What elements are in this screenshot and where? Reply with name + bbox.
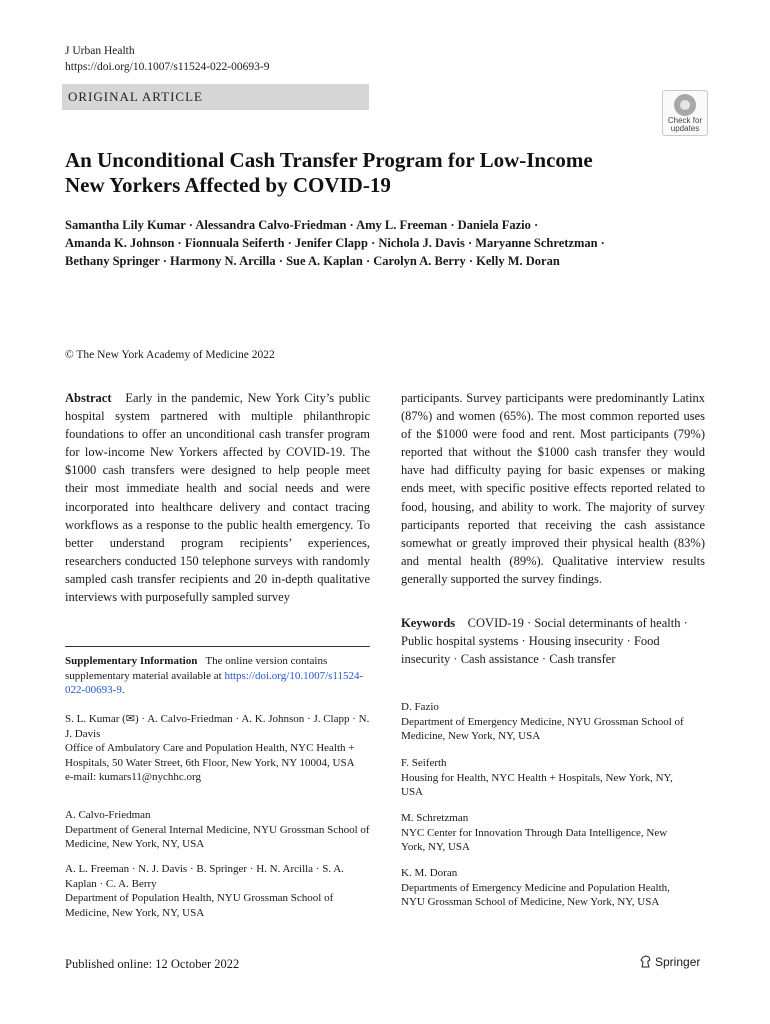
affiliation-address: Office of Ambulatory Care and Population Health, NYC Health + Hospitals, 50 Water Street, 6th Floor, New York, NY 10004, USA <box>65 742 355 769</box>
check-updates-line1: Check for <box>667 116 703 125</box>
affiliation-names: D. Fazio <box>401 701 439 713</box>
affiliation-names: A. L. Freeman · N. J. Davis · B. Springer · H. N. Arcilla · S. A. Kaplan · C. A. Berry <box>65 863 344 890</box>
check-updates-line2: updates <box>670 124 700 133</box>
affiliation-names: F. Seiferth <box>401 757 447 769</box>
affiliation-block <box>65 808 370 852</box>
affiliation-names: A. Calvo-Friedman <box>65 809 151 821</box>
footnote-divider <box>65 646 370 647</box>
supplementary-link[interactable]: https://doi.org/10.1007/s11524-022-00693-9 <box>65 669 364 696</box>
check-for-updates-badge[interactable] <box>662 90 708 136</box>
check-updates-icon <box>674 94 696 116</box>
affiliation-block <box>401 700 691 744</box>
affiliation-address: Housing for Health, NYC Health + Hospitals, New York, NY, USA <box>401 771 673 798</box>
abstract-label: Abstract <box>65 391 112 405</box>
title-line-1: An Unconditional Cash Transfer Program for Low-Income <box>65 148 593 172</box>
publisher-logo <box>640 955 700 969</box>
affiliation-address: Departments of Emergency Medicine and Population Health, NYU Grossman School of Medicine, New York, NY, USA <box>401 881 670 908</box>
published-date: Published online: 12 October 2022 <box>65 957 240 971</box>
abstract-right-column <box>401 389 705 588</box>
supplementary-text: The online version contains supplementary material available at <box>65 655 328 682</box>
copyright-notice: © The New York Academy of Medicine 2022 <box>65 349 275 361</box>
affiliation-block <box>401 756 691 800</box>
title-line-2: New Yorkers Affected by COVID-19 <box>65 173 391 197</box>
affiliation-names: K. M. Doran <box>401 867 458 879</box>
affiliation-names: S. L. Kumar (✉) · A. Calvo-Friedman · A. K. Johnson · J. Clapp · N. J. Davis <box>65 713 370 740</box>
keywords-label: Keywords <box>401 616 456 630</box>
supplementary-info <box>65 654 370 698</box>
affiliation-address: NYC Center for Innovation Through Data Intelligence, New York, NY, USA <box>401 826 668 853</box>
doi-link[interactable]: https://doi.org/10.1007/s11524-022-00693-9 <box>65 61 270 73</box>
supplementary-label: Supplementary Information <box>65 655 198 667</box>
article-type: ORIGINAL ARTICLE <box>68 89 203 104</box>
article-title <box>65 148 705 198</box>
author-line: Bethany Springer · Harmony N. Arcilla · Sue A. Kaplan · Carolyn A. Berry · Kelly M. Doran <box>65 254 560 268</box>
author-line: Amanda K. Johnson · Fionnuala Seiferth · Jenifer Clapp · Nichola J. Davis · Maryanne Schretzman · <box>65 236 605 250</box>
springer-horse-icon <box>640 955 651 968</box>
journal-header <box>65 43 269 75</box>
article-type-banner <box>62 84 369 110</box>
affiliation-block <box>401 866 691 910</box>
affiliation-block <box>65 712 370 785</box>
affiliation-address: Department of General Internal Medicine, NYU Grossman School of Medicine, New York, NY, USA <box>65 823 370 850</box>
affiliation-address: Department of Emergency Medicine, NYU Grossman School of Medicine, New York, NY, USA <box>401 715 684 742</box>
affiliation-names: M. Schretzman <box>401 812 469 824</box>
author-line: Samantha Lily Kumar · Alessandra Calvo-Friedman · Amy L. Freeman · Daniela Fazio · <box>65 218 539 232</box>
keywords-text: COVID-19 · Social determinants of health · Public hospital systems · Housing insecurity · Food insecurity · Cash assistance · Cash transfer <box>401 616 688 666</box>
supplementary-end: . <box>121 684 125 696</box>
keywords-block <box>401 614 705 668</box>
affiliation-email[interactable]: e-mail: kumars11@nychhc.org <box>65 771 201 783</box>
abstract-text-right: participants. Survey participants were predominantly Latinx (87%) and women (65%). The most common reported uses of the $1000 were food and rent. Most participants (79%) reported that without the $1000 cash transfer they would have had difficulty paying for basic expenses or making ends meet, with specific positive effects reported related to food, housing, and ability to work. The majority of survey participants reported that receiving the cash assistance somewhat or greatly improved their physical health (83%) and mental health (89%). Qualitative interview results generally supported the survey findings. <box>401 391 705 586</box>
abstract-left-column <box>65 389 370 606</box>
publisher-name: Springer <box>655 955 701 969</box>
affiliation-block <box>401 811 691 855</box>
journal-name: J Urban Health <box>65 45 135 57</box>
affiliation-address: Department of Population Health, NYU Grossman School of Medicine, New York, NY, USA <box>65 892 334 919</box>
affiliation-block <box>65 862 370 920</box>
abstract-text-left: Early in the pandemic, New York City’s public hospital system partnered with multiple philanthropic foundations to offer an unconditional cash transfer program for low-income New Yorkers affected by COVID-19. The $1000 cash transfers were designed to help people meet their most immediate health and social needs and were incorporated into healthcare delivery and contact tracing workflows as a response to the public health emergency. To better understand program recipients’ experiences, researchers conducted 150 telephone surveys with randomly sampled cash transfer recipients and 20 in-depth qualitative interviews with purposefully sampled survey <box>65 391 370 605</box>
check-updates-label <box>663 117 707 133</box>
author-list <box>65 216 715 270</box>
